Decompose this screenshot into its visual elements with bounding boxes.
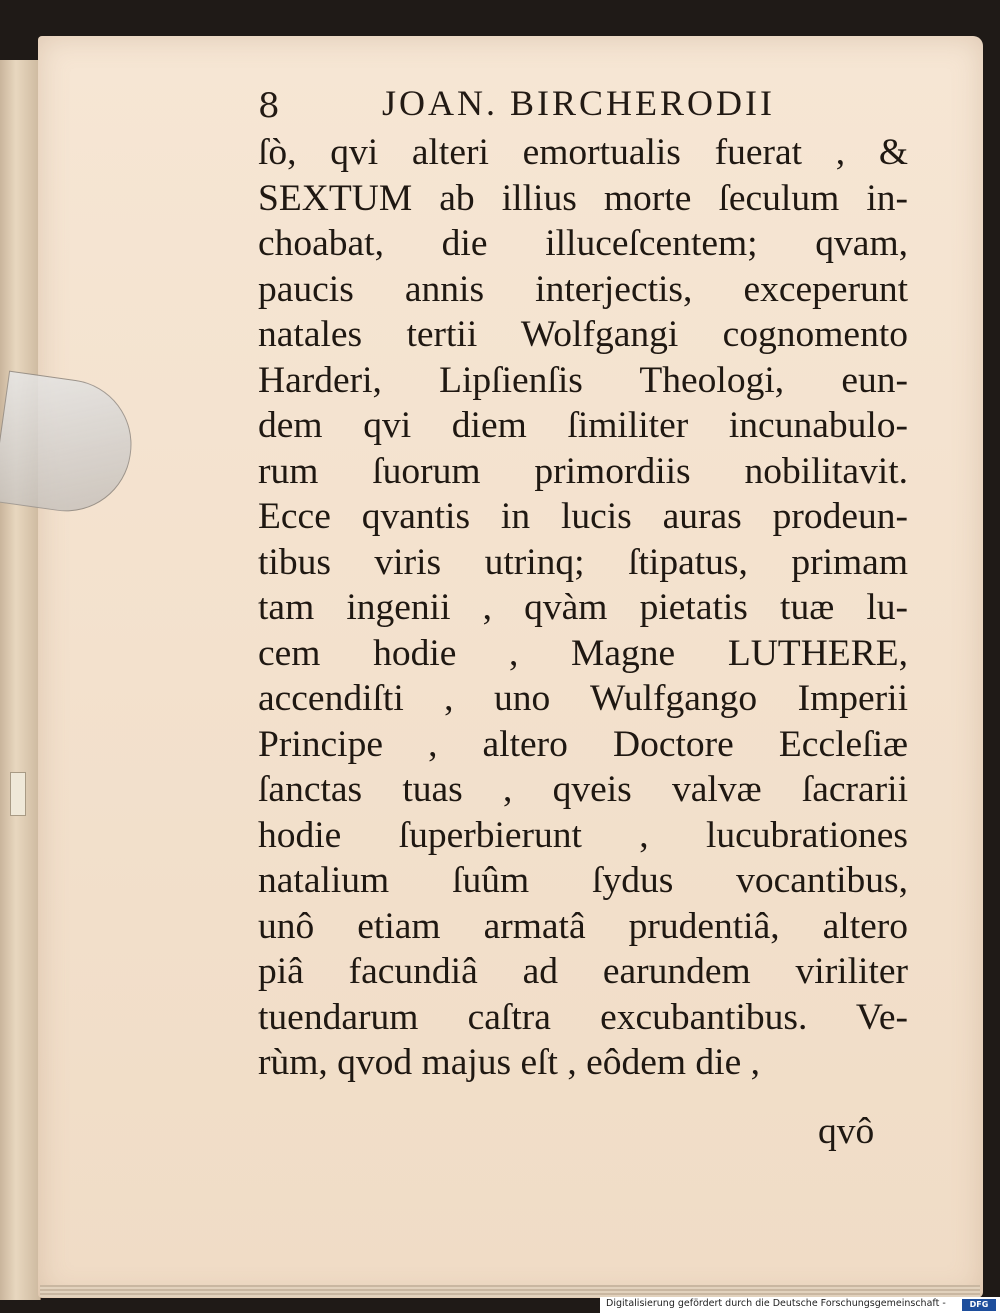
text-line: hodie ſuperbierunt , lucubrationes — [258, 814, 908, 856]
text-line: Principe , altero Doctore Eccleſiæ — [258, 723, 908, 765]
running-head: JOAN. BIRCHERODII — [382, 83, 775, 123]
text-line: rùm, qvod majus eſt , eôdem die , — [258, 1042, 760, 1083]
text-line: ſanctas tuas , qveis valvæ ſacrarii — [258, 769, 908, 810]
page-stack-edge — [40, 1285, 980, 1297]
text-line: natales tertii Wolfgangi cognomento — [258, 314, 908, 355]
text-line: cem hodie , Magne LUTHERE, — [258, 632, 908, 674]
footer-credit: Digitalisierung gefördert durch die Deutsche Forschungsgemeinschaft - — [606, 1298, 946, 1309]
text-line: tam ingenii , qvàm pietatis tuæ lu- — [258, 587, 908, 628]
text-line: SEXTUM ab illius morte ſeculum in- — [258, 177, 908, 219]
page-number: 8 — [258, 86, 280, 126]
catchword: qvô — [818, 1111, 875, 1152]
text-line: tuendarum caſtra excubantibus. Ve- — [258, 996, 908, 1038]
book-spine-edge — [0, 60, 41, 1300]
paper-tab — [10, 772, 26, 816]
text-line: unô etiam armatâ prudentiâ, altero — [258, 905, 908, 947]
text-line: Ecce qvantis in lucis auras prodeun- — [258, 496, 908, 537]
text-line: rum ſuorum primordiis nobilitavit. — [258, 450, 908, 492]
dfg-logo: DFG — [962, 1299, 996, 1311]
text-line: natalium ſuûm ſydus vocantibus, — [258, 860, 908, 901]
text-line: paucis annis interjectis, exceperunt — [258, 268, 908, 310]
text-line: choabat, die illuceſcentem; qvam, — [258, 223, 908, 264]
text-line: piâ facundiâ ad earundem viriliter — [258, 951, 908, 992]
text-line: ſò, qvi alteri emortualis fuerat , & — [258, 132, 908, 173]
text-line: accendiſti , uno Wulfgango Imperii — [258, 678, 908, 719]
body-text — [258, 130, 908, 1086]
page-header — [258, 82, 858, 126]
text-line: Harderi, Lipſienſis Theologi, eun- — [258, 359, 908, 401]
text-line: tibus viris utrinq; ſtipatus, primam — [258, 541, 908, 583]
text-line: dem qvi diem ſimiliter incunabulo- — [258, 405, 908, 446]
